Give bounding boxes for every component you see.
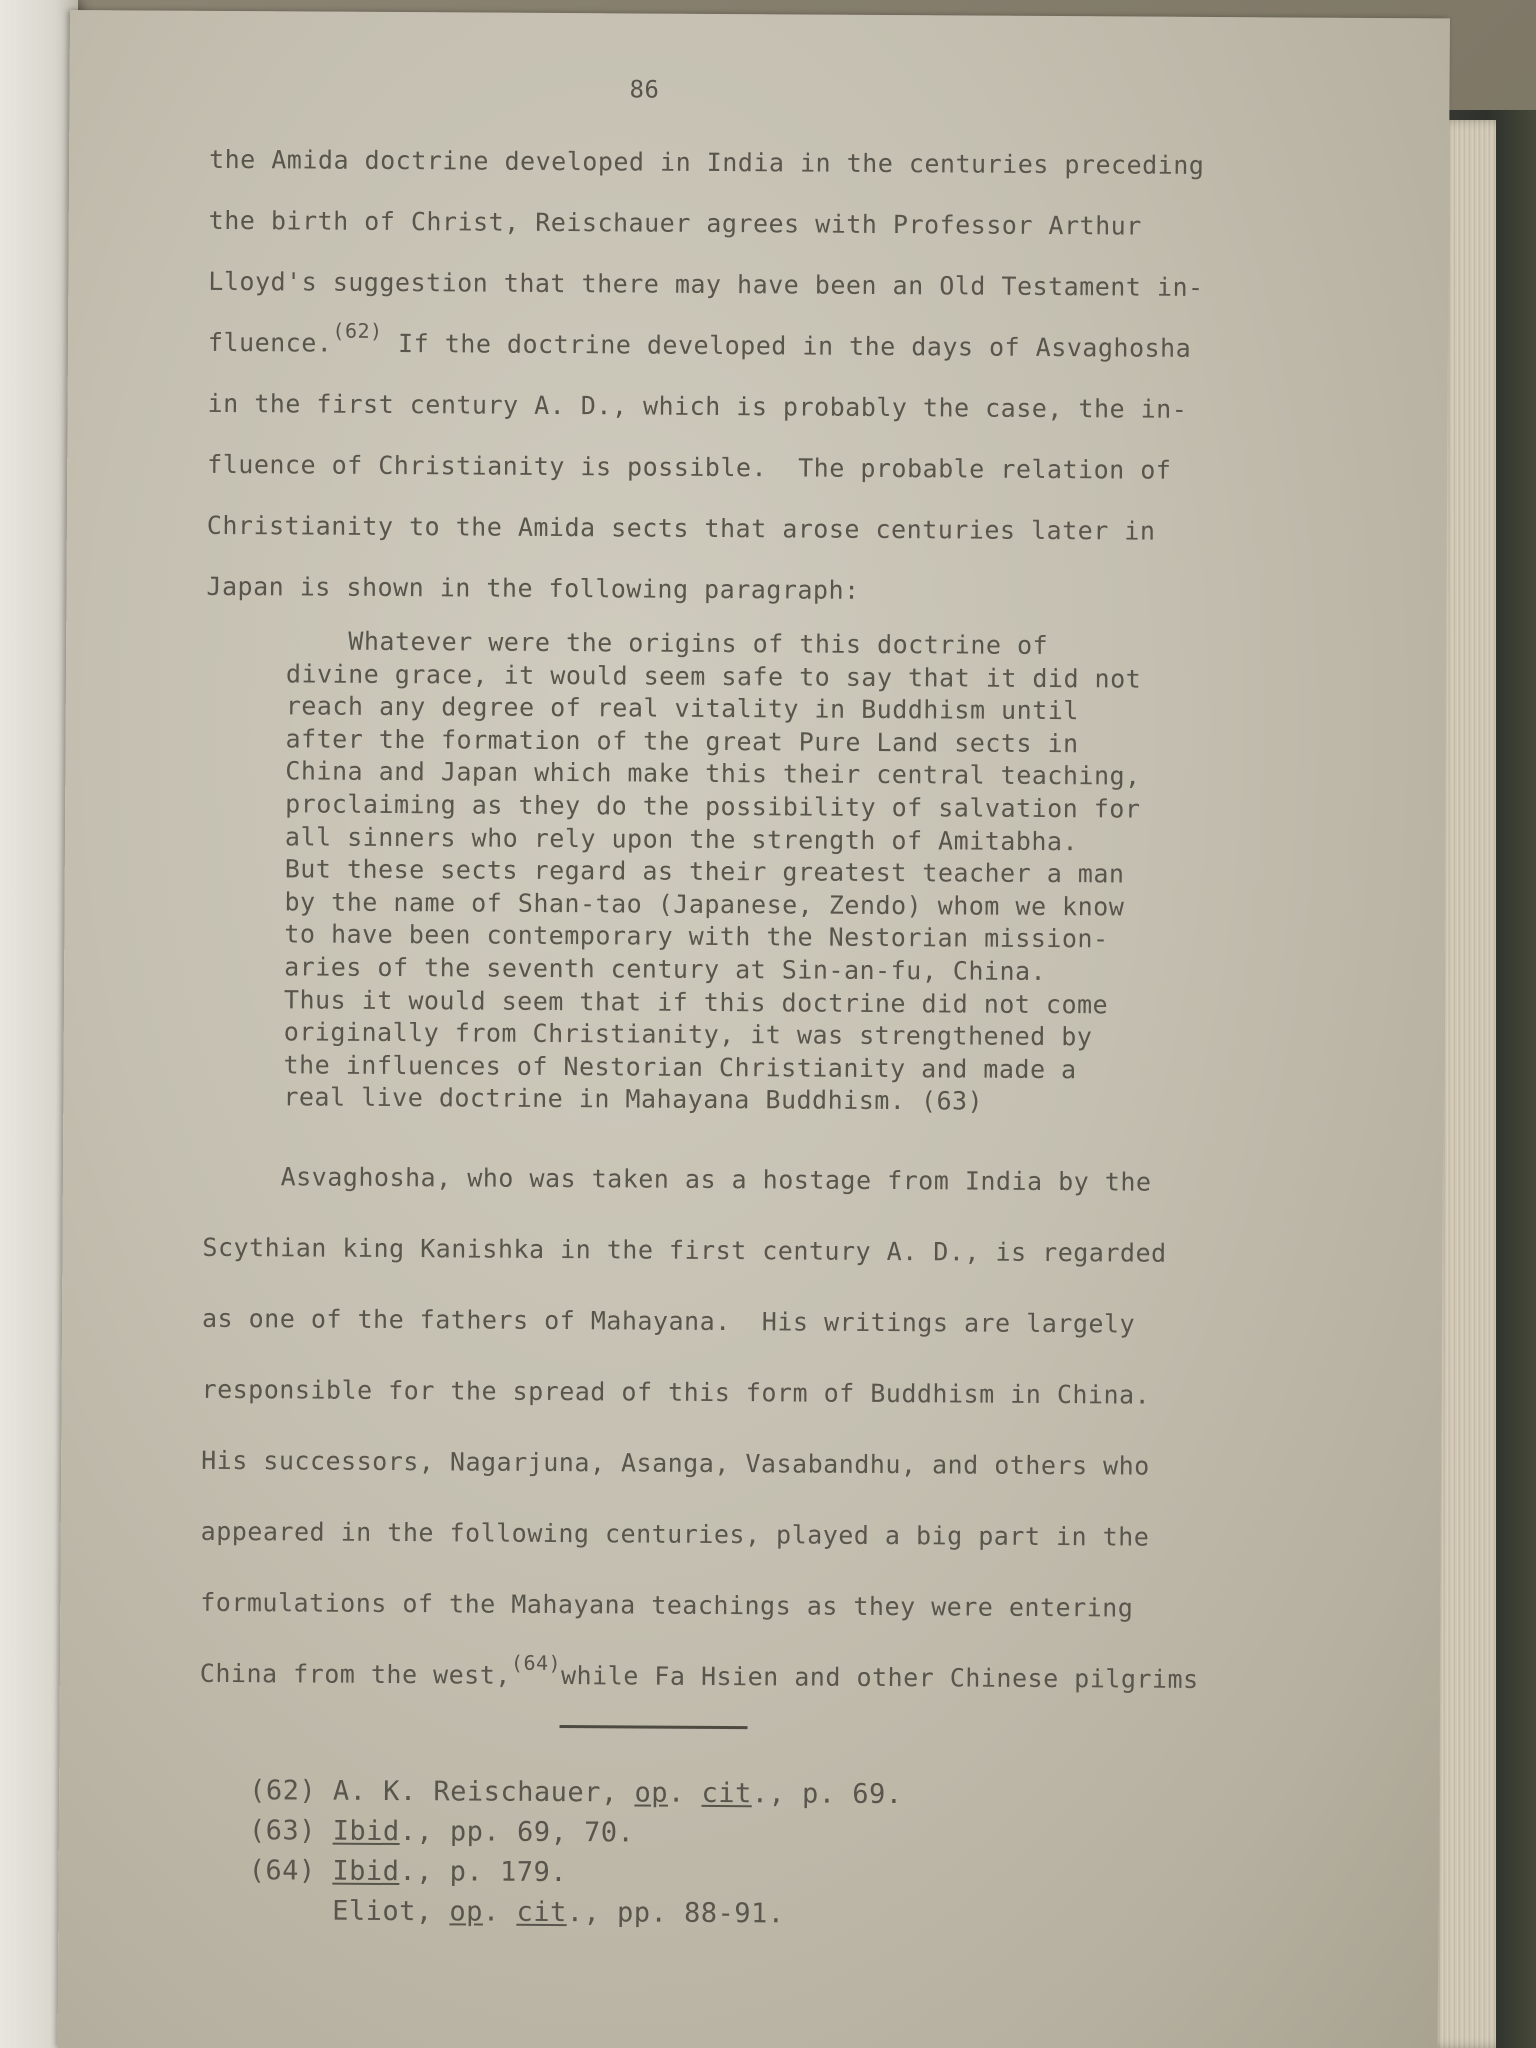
quote-line: aries of the seventh century at Sin-an-fu, China. [284,952,1047,986]
footnote-text: ., p. 69. [751,1778,903,1811]
footnote-64-continued [248,1891,1148,1936]
footnote-64 [249,1851,1149,1896]
page-number: 86 [629,75,660,104]
text-line: fluence of Christianity is possible. The probable relation of [207,449,1172,485]
quote-line: the influences of Nestorian Christianity and made a [283,1050,1077,1084]
paragraph-top [206,129,1389,624]
text-segment: fluence. [207,327,333,358]
typed-page [58,10,1450,2048]
text-line: Christianity to the Amida sects that arose centuries later in [206,510,1156,546]
footnote-underlined: cit [516,1896,567,1929]
footnote-number: (62) [249,1775,317,1807]
footnotes [248,1771,1149,1936]
footnote-text: . [482,1896,517,1928]
quote-line: proclaiming as they do the possibility of salvation for [285,789,1141,824]
quote-line: originally from Christianity, it was strengthened by [283,1017,1093,1052]
footnote-number [248,1895,315,1926]
text-line: in the first century A. D., which is probably the case, the in- [207,388,1188,424]
quote-line: reach any degree of real vitality in Buddhism until [285,691,1079,726]
footnote-63 [249,1811,1149,1856]
text-line: Scythian king Kanishka in the first century A. D., is regarded [202,1232,1167,1268]
quote-line: But these sects regard as their greatest teacher a man [284,854,1125,889]
text-line [208,312,1388,380]
footnote-text: . [667,1777,702,1809]
quote-line: Whatever were the origins of this doctrine of [286,626,1049,660]
block-quote [283,625,1266,1120]
footnote-62 [249,1771,1149,1816]
quote-line: after the formation of the great Pure Land sects in [285,724,1079,758]
text-line: Asvaghosha, who was taken as a hostage from India by the [202,1161,1152,1197]
text-segment: while Fa Hsien and other Chinese pilgrims [560,1661,1199,1694]
footnote-ref-62: (62) [332,318,383,343]
quote-line: China and Japan which make this their central teaching, [285,756,1141,791]
quote-line: real live doctrine in Mahayana Buddhism. (63) [283,1082,984,1116]
footnote-text [316,1856,333,1887]
footnote-text: ., pp. 88-91. [566,1897,785,1930]
text-line: as one of the fathers of Mahayana. His writings are largely [201,1303,1136,1339]
footnote-underlined: Ibid [332,1815,400,1848]
quote-line: all sinners who rely upon the strength of Amitabha. [284,821,1079,856]
footnote-text: Eliot, [315,1895,450,1928]
text-line: the birth of Christ, Reischauer agrees with Professor Arthur [208,205,1142,241]
text-line: Lloyd's suggestion that there may have been an Old Testament in- [208,266,1204,302]
quote-line: divine grace, it would seem safe to say that it did not [285,658,1142,694]
text-segment: If the doctrine developed in the days of Asvaghosha [382,328,1192,363]
paragraph-bottom [200,1141,1383,1716]
footnote-underlined: op [634,1777,669,1809]
text-line: responsible for the spread of this form of Buddhism in China. [201,1374,1151,1410]
text-line [200,1638,1380,1716]
text-line: appeared in the following centuries, played a big part in the [200,1516,1150,1552]
footnote-number: (64) [248,1855,316,1887]
quote-line: to have been contemporary with the Nestorian mission- [284,919,1109,954]
footnote-text [316,1816,333,1847]
footnote-ref-64: (64) [510,1650,562,1676]
footnote-text: A. K. Reischauer, [316,1775,635,1809]
footnote-underlined: op [449,1896,484,1928]
footnote-underlined: cit [701,1777,752,1810]
text-line: formulations of the Mahayana teachings as they were entering [200,1587,1134,1623]
footnote-underlined: Ibid [332,1855,400,1888]
footnote-text: ., pp. 69, 70. [399,1816,635,1849]
text-line: the Amida doctrine developed in India in the centuries preceding [209,144,1205,180]
footnote-separator [560,1725,748,1729]
text-line: Japan is shown in the following paragraph: [206,571,860,605]
quote-line: Thus it would seem that if this doctrine did not come [283,984,1109,1019]
text-line: His successors, Nagarjuna, Asanga, Vasabandhu, and others who [201,1445,1150,1481]
footnote-text: ., p. 179. [399,1856,568,1889]
footnote-number: (63) [248,1815,317,1847]
quote-line: by the name of Shan-tao (Japanese, Zendo) whom we know [284,887,1125,922]
text-segment: China from the west, [199,1658,511,1690]
